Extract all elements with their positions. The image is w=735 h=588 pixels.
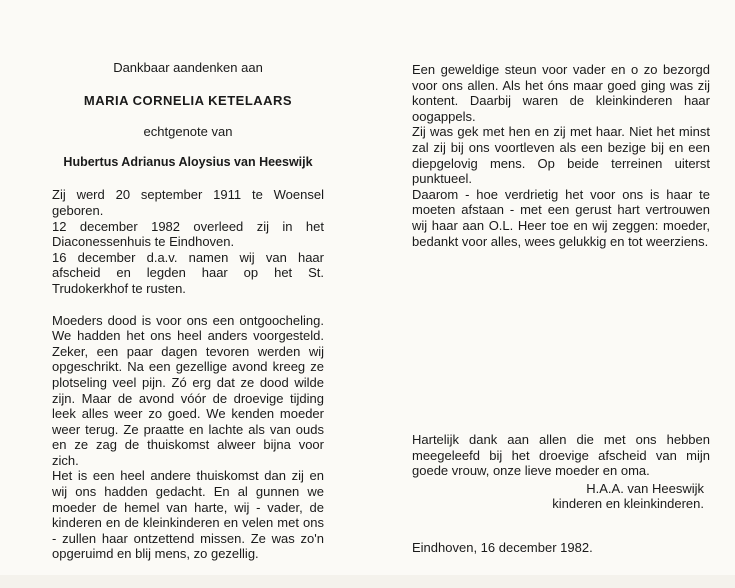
birth-paragraph: Zij werd 20 september 1911 te Woensel geboren. (52, 187, 324, 218)
thanks-text: Hartelijk dank aan allen die met ons hebben meegeleefd bij het droevige afscheid van mijn goede vrouw, onze lieve moeder en oma. (412, 432, 710, 479)
memory-paragraph-3: Een geweldige steun voor vader en o zo bezorgd voor ons allen. Als het óns maar goed ging was zij kontent. Daarbij waren de kleinkinderen haar oogappels. (412, 62, 710, 124)
memory-paragraph-4: Zij was gek met hen en zij met haar. Niet het minst zal zij bij ons voortleven als een bezige bij en een diepgelovig mens. Op beide terreinen uiterst punktueel. (412, 124, 710, 187)
card-edge (0, 575, 735, 588)
burial-paragraph: 16 december d.a.v. namen wij van haar afscheid en legden haar op het St. Trudokerkhof te rusten. (52, 249, 324, 296)
death-paragraph: 12 december 1982 overleed zij in het Diaconessenhuis te Eindhoven. (52, 218, 324, 250)
card-header: Dankbaar aandenken aan (113, 60, 263, 75)
farewell-paragraph: Daarom - hoe verdrietig het voor ons is haar te moeten afstaan - met een gerust hart vertrouwen wij haar aan O.L. Heer toe en wij zeggen: moeder, bedankt voor alles, wees gelukkig en tot weerziens. (412, 186, 710, 249)
signature: H.A.A. van Heeswijk (586, 480, 704, 496)
memory-paragraph-2: Het is een heel andere thuiskomst dan zij en wij ons hadden gedacht. En al gunnen we moeder de hemel van harte, wij - vader, de kinderen en de kleinkinderen en velen met ons - zullen haar ontzettend missen. Ze was zo'n opgeruimd en blij mens, zo gezellig. (52, 468, 324, 562)
right-page (412, 62, 710, 249)
memory-paragraph-1: Moeders dood is voor ons een ontgoocheling. We hadden het ons heel anders voorgesteld. Zeker, een paar dagen tevoren werden wij opgeschrikt. Na een gezellige avond kreeg ze plotseling veel pijn. Zó erg dat ze dood wilde zijn. Maar de avond vóór de droevige tijding leek alles weer zo goed. We kenden moeder weer terug. Ze praatte en lachte als van ouds en ze zag de thuiskomst alweer bijna voor zich. (52, 312, 324, 468)
place-date: Eindhoven, 16 december 1982. (412, 540, 593, 555)
deceased-name: MARIA CORNELIA KETELAARS (83, 92, 293, 108)
left-page (52, 60, 324, 562)
relation-label: echtgenote van (143, 124, 233, 140)
husband-name: Hubertus Adrianus Aloysius van Heeswijk (63, 154, 313, 169)
family-line: kinderen en kleinkinderen. (552, 496, 704, 512)
thanks-block (412, 432, 710, 512)
